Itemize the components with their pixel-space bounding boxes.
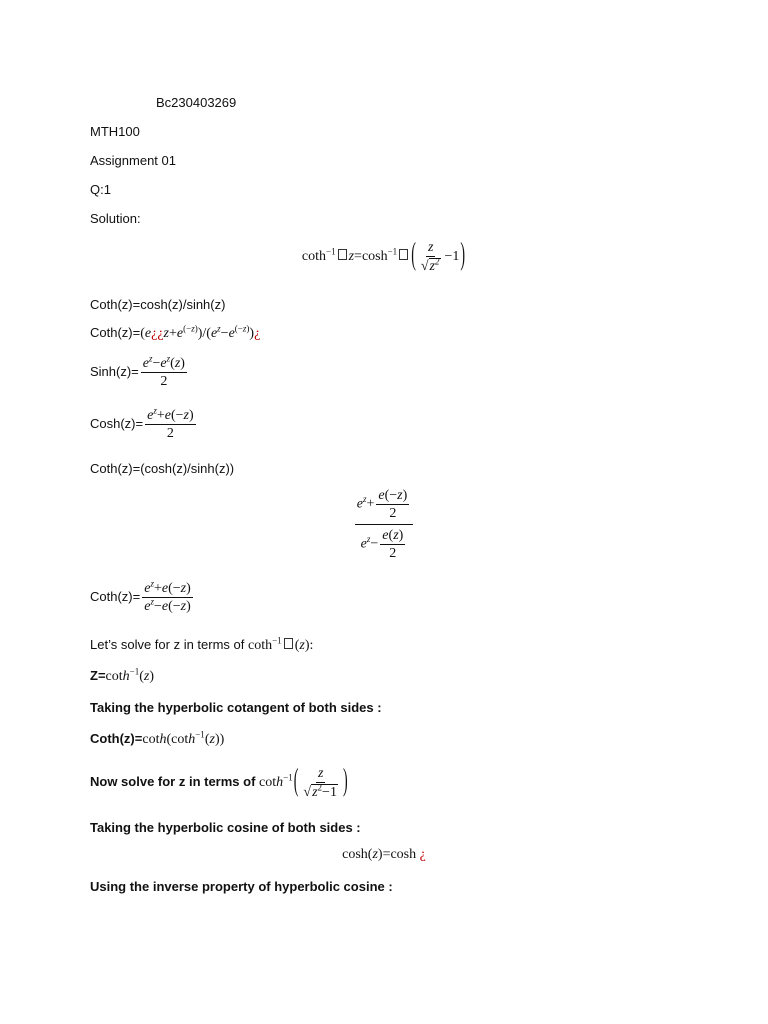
- sinh-label: Sinh(z)=: [90, 363, 139, 379]
- coth-final-label: Coth(z)=: [90, 588, 141, 604]
- taking-cosh-line: Taking the hyperbolic cosine of both sides :: [90, 820, 361, 835]
- coth-z-equation: Coth(z)=coth(coth$^{-1}$(z)): [90, 729, 225, 747]
- coth-final: Coth(z)= $\frac{e^z+e(-z)}{e^z-e(-z)}$: [90, 578, 191, 614]
- taking-cot-line: Taking the hyperbolic cotangent of both sides :: [90, 700, 382, 715]
- coth-z-label: Coth(z)=: [90, 731, 143, 746]
- cosh-formula: Cosh(z)= $\frac{e^z+e(-z)}{2}$: [90, 405, 194, 441]
- coth-exp-label: Coth(z)=: [90, 325, 141, 340]
- main-equation: coth$^{-1}$ $z=\cosh^{-1}$ ( $\frac{z}{√z^2}$ −1): [301, 238, 466, 274]
- course-code: MTH100: [90, 124, 140, 139]
- solve-line: Let’s solve for z in terms of coth$^{-1}$ (z):: [90, 635, 314, 653]
- z-equation: Z=coth$^{-1}$(z): [90, 666, 155, 684]
- using-inverse-line: Using the inverse property of hyperbolic cosine :: [90, 879, 393, 894]
- cosh-label: Cosh(z)=: [90, 415, 144, 431]
- coth-ratio: Coth(z)=(cosh(z)/sinh(z)): [90, 461, 235, 476]
- solution-heading: Solution:: [90, 211, 141, 226]
- assignment-title: Assignment 01: [90, 153, 176, 168]
- coth-definition: Coth(z)=cosh(z)/sinh(z): [90, 297, 226, 312]
- sinh-formula: Sinh(z)= $\frac{e^z-e^z(z)}{2}$: [90, 353, 185, 389]
- now-solve-label: Now solve for z in terms of: [90, 774, 256, 790]
- question-number: Q:1: [90, 182, 111, 197]
- cosh-equation: cosh(z)=cosh ¿: [342, 847, 426, 862]
- now-solve-line: Now solve for z in terms of coth$^{-1}$( $\frac{z}{√z^2-1}$ ): [90, 764, 348, 800]
- student-id: Bc230403269: [156, 95, 237, 110]
- z-label: Z=: [90, 668, 106, 683]
- coth-exponential: $Coth(z)=(e¿¿z+e^{(-z)})/(e^z-e^{(-z)})¿$: [90, 323, 261, 341]
- solve-prefix: Let’s solve for z in terms of: [90, 637, 245, 652]
- compound-fraction: $e^z+$ $\frac{e(-z)}{2}$ $e^z-$ $\frac{e(z)}{2}$: [0, 488, 768, 561]
